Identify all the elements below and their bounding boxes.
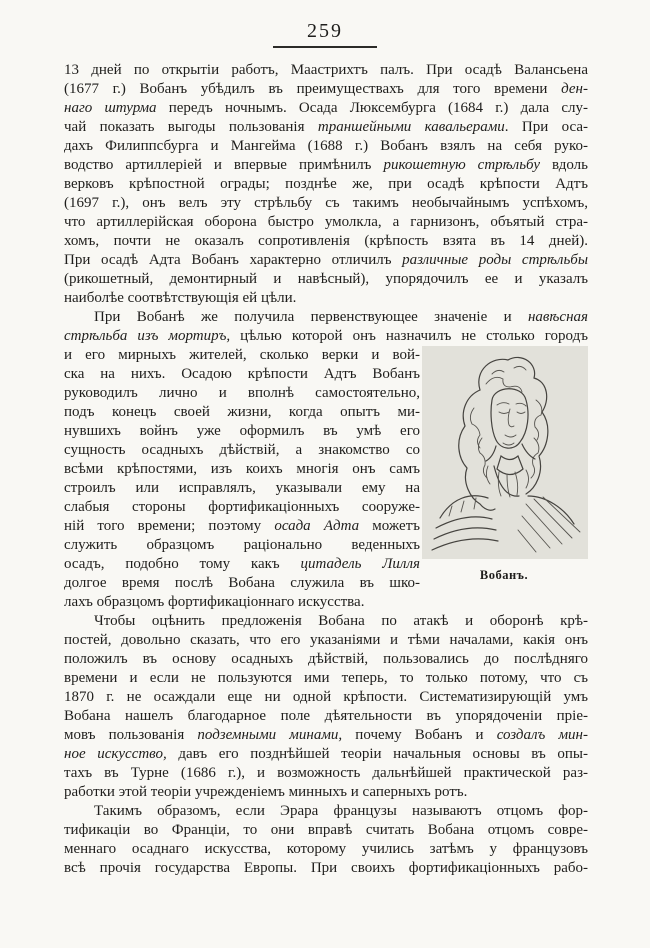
text-line: (рикошетный, демонтирный и навѣсный), упорядочилъ ее и указалъ [64,271,588,287]
text-line: чай показать выгоды пользованія траншейными кавальерами. При оса- [64,119,588,135]
paragraph-3 [64,612,588,802]
text-line: стрѣльба изъ мортиръ, цѣлью которой онъ назначилъ не столько городъ [64,328,588,344]
paragraph-4 [64,802,588,878]
text-line: дахъ Филиппсбурга и Мангейма (1688 г.) Вобанъ взялъ на себя руко- [64,138,588,154]
text-line: Чтобы оцѣнить предложенія Вобана по атакѣ и оборонѣ крѣ- [94,613,588,629]
text-line: наиболѣе соотвѣтствующія ей цѣли. [64,290,297,306]
text-line: водство артиллеріей и впервые примѣнилъ рикошетную стрѣльбу вдоль [64,157,588,173]
text-line: лахъ образцомъ фортификаціоннаго искусства. [64,594,365,610]
text-line: мовъ пользованія подземными минами, почему Вобанъ и создалъ мин- [64,727,588,743]
text-line: ска на нихъ. Осадою крѣпости Адтъ Вобанъ [64,366,420,382]
text-line: При Вобанѣ же получила первенствующее значеніе и навѣсная [94,309,588,325]
text-line: руководилъ лично и вполнѣ самостоятельно, [64,385,420,401]
text-line: (1677 г.) Вобанъ убѣдилъ въ преимуществахъ для того времени ден- [64,81,588,97]
figure-caption: Вобанъ. [479,568,529,582]
text-line: сущность осадныхъ дѣйствій, а знакомство со [64,442,420,458]
text-line: долгое время послѣ Вобана служила въ шко- [64,575,420,591]
text-line: работки этой теоріи учрежденіемъ минныхъ и саперныхъ ротъ. [64,784,468,800]
text-line: и его мирныхъ жителей, сколько верки и вой- [64,347,420,363]
text-line: подъ конецъ своей жизни, когда опытъ ми- [64,404,420,420]
text-line: тификаціи во Франціи, то они вправѣ считать Вобана отцомъ совре- [64,822,588,838]
vauban-portrait-engraving [422,346,588,559]
text-line: что артиллерійская оборона быстро умолкла, а гарнизонъ, объятый стра- [64,214,588,230]
text-line: Вобана нашелъ благодарное поле дѣятельности въ упорядоченіи пріе- [64,708,588,724]
text-line: слабыя стороны фортификаціонныхъ сооруже- [64,499,420,515]
page-number: 259 [273,20,377,48]
paragraph-2-wrap-block [64,346,588,612]
text-line: времени и если не пользуются ими теперь, то только потому, что съ [64,670,588,686]
text-line: всѣми крѣпостями, изъ коихъ многія онъ самъ [64,461,420,477]
text-line: Такимъ образомъ, если Эрара французы называютъ отцомъ фор- [94,803,588,819]
portrait-illustration [422,346,588,559]
text-line: меннаго осаднаго искусства, которому учились затѣмъ у французовъ [64,841,588,857]
text-line: нувшихъ войнъ уже оформилъ въ умѣ его [64,423,420,439]
paragraph-1 [64,61,588,308]
text-line: постей, довольно сказать, что его указаніями и тѣми началами, какія онъ [64,632,588,648]
text-line: хомъ, почти не оказалъ сопротивленія (крѣпость взята въ 14 дней). [64,233,588,249]
text-column [64,61,588,878]
vauban-figure [420,346,588,585]
text-line: всѣ прочія государства Европы. При своихъ фортификаціонныхъ рабо- [64,860,588,876]
text-line: ній того времени; поэтому осада Адта можетъ [64,518,421,534]
text-line: При осадѣ Адта Вобанъ характерно отличилъ различные роды стрѣльбы [64,252,588,268]
text-line: тахъ въ Турне (1686 г.), и возможность дальнѣйшей практической раз- [64,765,588,781]
running-head [0,0,650,48]
text-line: верковъ крѣпостной ограды; позднѣе же, при осадѣ крѣпости Адтъ [64,176,588,192]
text-line: строилъ или исправлялъ, указывали ему на [64,480,420,496]
paragraph-2-full-width [64,308,588,346]
text-line: 1870 г. не осаждали еще ни одной крѣпости. Систематизирующій умъ [64,689,588,705]
text-line: (1697 г.), онъ велъ эту стрѣльбу съ такимъ необычайнымъ успѣхомъ, [64,195,588,211]
text-line: служить образцомъ раціонально веденныхъ [64,537,420,553]
text-line: положилъ въ основу осадныхъ дѣйствій, пользовались до послѣдняго [64,651,588,667]
text-line: наго штурма передъ ночнымъ. Осада Люксембурга (1684 г.) дала слу- [64,100,588,116]
text-line: осадъ, подобно тому какъ цитадель Лилля [64,556,420,572]
text-line: 13 дней по открытіи работъ, Маастрихтъ палъ. При осадѣ Валансьена [64,62,588,78]
text-line: ное искусство, давъ его позднѣйшей теоріи начальныя основы въ опы- [64,746,588,762]
